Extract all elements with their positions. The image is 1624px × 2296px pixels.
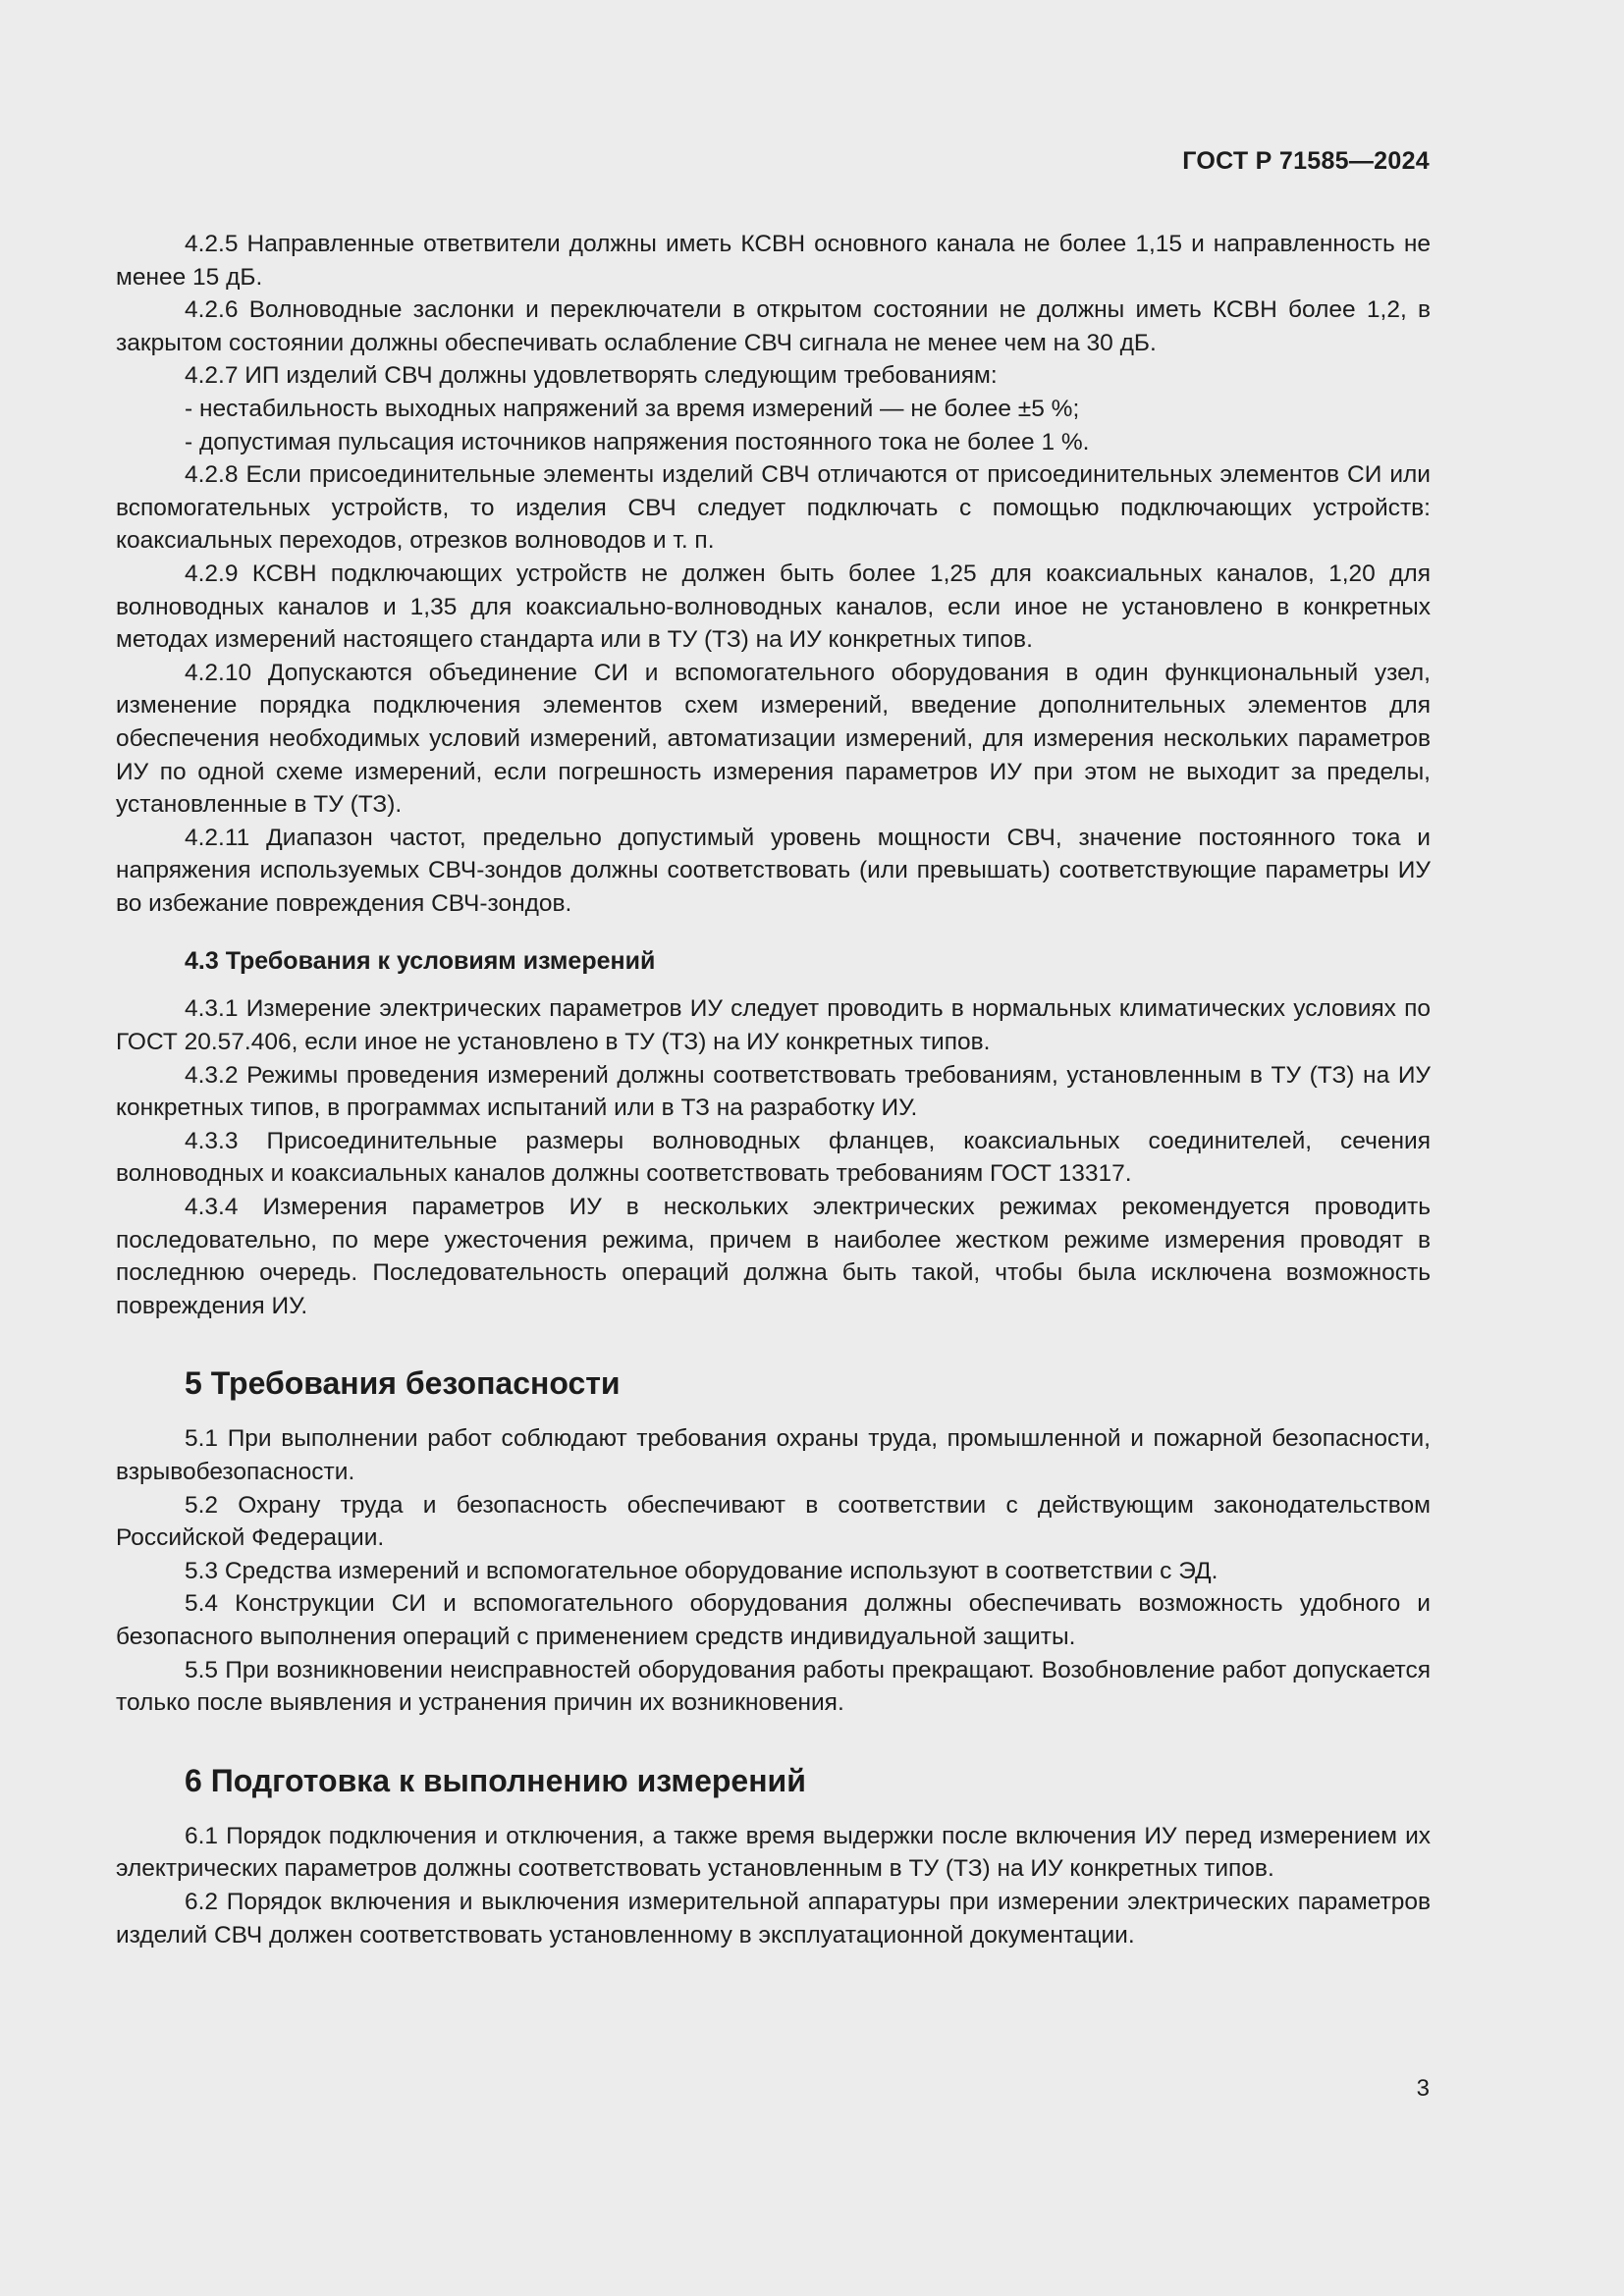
paragraph-5-1: 5.1 При выполнении работ соблюдают требования охраны труда, промышленной и пожарной безопасности, взрывобезопасности.	[116, 1425, 1431, 1485]
heading-section-5: 5 Требования безопасности	[185, 1365, 621, 1402]
paragraph-6-1: 6.1 Порядок подключения и отключения, а также время выдержки после включения ИУ перед измерением их электрических параметров должны соответствовать установленным в ТУ (ТЗ) на ИУ конкретных типов.	[116, 1822, 1431, 1883]
paragraph-4-2-8: 4.2.8 Если присоединительные элементы изделий СВЧ отличаются от присоединительных элементов СИ или вспомогательных устройств, то изделия СВЧ следует подключать с помощью подключающих устройств: коаксиальных переходов, отрезков волноводов и т. п.	[116, 461, 1431, 555]
paragraph-4-2-10: 4.2.10 Допускаются объединение СИ и вспомогательного оборудования в один функциональный узел, изменение порядка подключения элементов схем измерений, введение дополнительных элементов для обеспечения необходимых условий измерений, автоматизации измерений, для измерения нескольких параметров ИУ по одной схеме измерений, если погрешность измерения параметров ИУ при этом не выходит за пределы, установленные в ТУ (ТЗ).	[116, 659, 1431, 819]
paragraph-4-3-4: 4.3.4 Измерения параметров ИУ в нескольких электрических режимах рекомендуется проводить последовательно, по мере ужесточения режима, причем в наиболее жестком режиме измерения проводят в последнюю очередь. Последовательность операций должна быть такой, чтобы была исключена возможность повреждения ИУ.	[116, 1194, 1431, 1319]
document-body	[116, 228, 1431, 1951]
paragraph-4-2-5: 4.2.5 Направленные ответвители должны иметь КСВН основного канала не более 1,15 и направленность не менее 15 дБ.	[116, 231, 1431, 291]
heading-section-6: 6 Подготовка к выполнению измерений	[185, 1762, 806, 1798]
paragraph-5-5: 5.5 При возникновении неисправностей оборудования работы прекращают. Возобновление работ допускается только после выявления и устранения причин их возникновения.	[116, 1656, 1431, 1717]
paragraph-4-2-9: 4.2.9 КСВН подключающих устройств не должен быть более 1,25 для коаксиальных каналов, 1,20 для волноводных каналов и 1,35 для коаксиально-волноводных каналов, если иное не установлено в конкретных методах измерений настоящего стандарта или в ТУ (ТЗ) на ИУ конкретных типов.	[116, 560, 1431, 654]
list-item: - допустимая пульсация источников напряжения постоянного тока не более 1 %.	[185, 428, 1090, 455]
standard-id-header: ГОСТ Р 71585—2024	[1182, 147, 1430, 175]
paragraph-4-2-11: 4.2.11 Диапазон частот, предельно допустимый уровень мощности СВЧ, значение постоянного тока и напряжения используемых СВЧ-зондов должны соответствовать (или превышать) соответствующие параметры ИУ во избежание повреждения СВЧ-зондов.	[116, 824, 1431, 917]
paragraph-5-3: 5.3 Средства измерений и вспомогательное оборудование используют в соответствии с ЭД.	[185, 1557, 1218, 1584]
paragraph-4-3-1: 4.3.1 Измерение электрических параметров ИУ следует проводить в нормальных климатических условиях по ГОСТ 20.57.406, если иное не установлено в ТУ (ТЗ) на ИУ конкретных типов.	[116, 995, 1431, 1056]
paragraph-6-2: 6.2 Порядок включения и выключения измерительной аппаратуры при измерении электрических параметров изделий СВЧ должен соответствовать установленному в эксплуатационной документации.	[116, 1888, 1431, 1949]
paragraph-5-2: 5.2 Охрану труда и безопасность обеспечивают в соответствии с действующим законодательством Российской Федерации.	[116, 1491, 1431, 1552]
paragraph-5-4: 5.4 Конструкции СИ и вспомогательного оборудования должны обеспечивать возможность удобного и безопасного выполнения операций с применением средств индивидуальной защиты.	[116, 1590, 1431, 1650]
paragraph-4-2-7: 4.2.7 ИП изделий СВЧ должны удовлетворять следующим требованиям:	[185, 362, 998, 390]
paragraph-4-2-6: 4.2.6 Волноводные заслонки и переключатели в открытом состоянии не должны иметь КСВН более 1,2, в закрытом состоянии должны обеспечивать ослабление СВЧ сигнала не менее чем на 30 дБ.	[116, 296, 1431, 356]
list-item: - нестабильность выходных напряжений за время измерений — не более ±5 %;	[185, 395, 1080, 422]
heading-4-3: 4.3 Требования к условиям измерений	[185, 947, 656, 976]
paragraph-4-3-2: 4.3.2 Режимы проведения измерений должны соответствовать требованиям, установленным в ТУ (ТЗ) на ИУ конкретных типов, в программах испытаний или в ТЗ на разработку ИУ.	[116, 1061, 1431, 1122]
paragraph-4-3-3: 4.3.3 Присоединительные размеры волноводных фланцев, коаксиальных соединителей, сечения волноводных и коаксиальных каналов должны соответствовать требованиям ГОСТ 13317.	[116, 1127, 1431, 1188]
page-number: 3	[1416, 2075, 1430, 2102]
